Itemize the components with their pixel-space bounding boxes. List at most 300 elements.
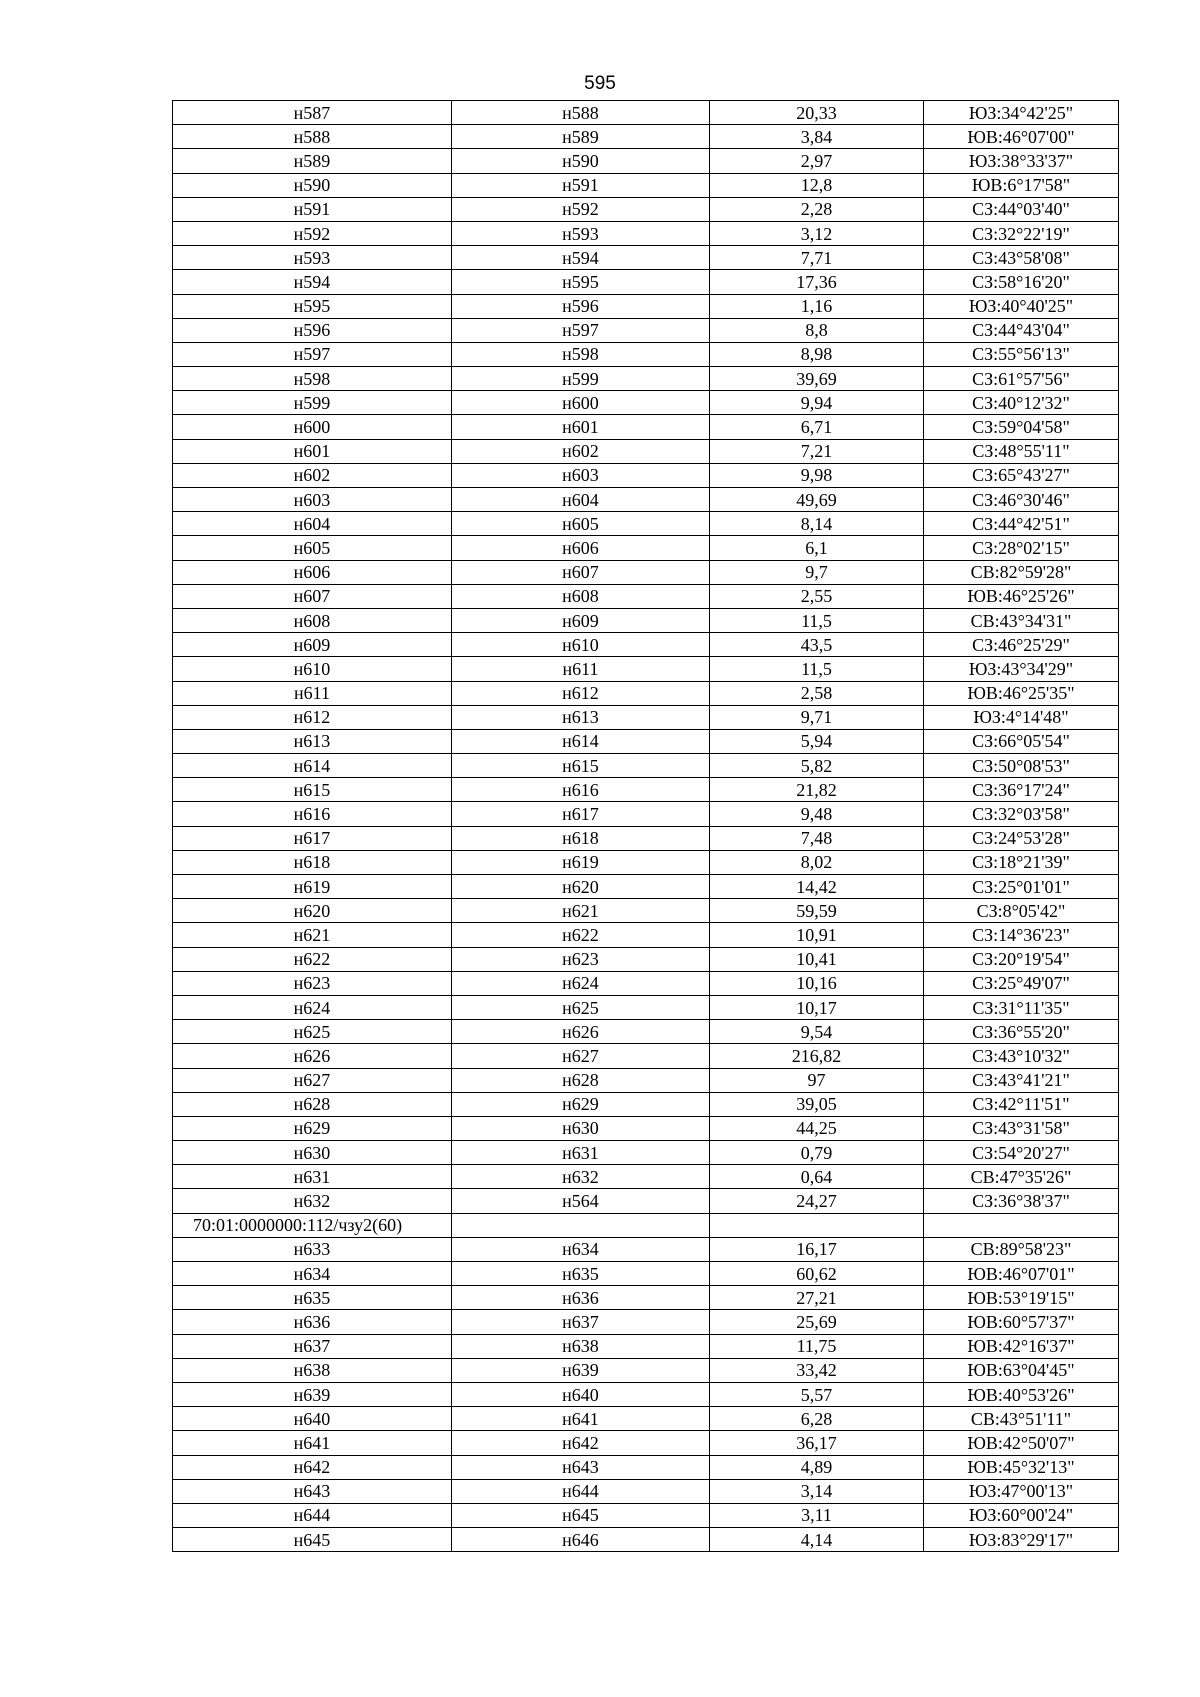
from-point-cell: н639	[173, 1382, 452, 1406]
table-row	[173, 875, 1119, 899]
to-point-cell: н637	[452, 1310, 710, 1334]
table-row	[173, 1528, 1119, 1552]
length-cell: 2,97	[710, 149, 924, 173]
bearing-cell: ЮВ:53°19'15"	[924, 1286, 1119, 1310]
table-row	[173, 1165, 1119, 1189]
table-row	[173, 512, 1119, 536]
to-point-cell: н628	[452, 1068, 710, 1092]
from-point-cell: н645	[173, 1528, 452, 1552]
bearing-cell: СЗ:65°43'27"	[924, 463, 1119, 487]
length-cell: 14,42	[710, 875, 924, 899]
from-point-cell: н617	[173, 826, 452, 850]
bearing-cell: ЮВ:46°25'35"	[924, 681, 1119, 705]
bearing-cell: СЗ:44°43'04"	[924, 318, 1119, 342]
table-row	[173, 173, 1119, 197]
to-point-cell: н625	[452, 995, 710, 1019]
bearing-cell: СВ:47°35'26"	[924, 1165, 1119, 1189]
table-row	[173, 705, 1119, 729]
table-row	[173, 367, 1119, 391]
to-point-cell: н604	[452, 488, 710, 512]
table-row	[173, 149, 1119, 173]
from-point-cell: н640	[173, 1407, 452, 1431]
length-cell: 8,98	[710, 342, 924, 366]
from-point-cell: н597	[173, 342, 452, 366]
to-point-cell: н620	[452, 875, 710, 899]
table-row	[173, 221, 1119, 245]
to-point-cell: н638	[452, 1334, 710, 1358]
from-point-cell: н607	[173, 584, 452, 608]
length-cell: 20,33	[710, 101, 924, 125]
from-point-cell: н601	[173, 439, 452, 463]
bearing-cell: ЮЗ:34°42'25"	[924, 101, 1119, 125]
to-point-cell: н602	[452, 439, 710, 463]
table-row	[173, 1092, 1119, 1116]
length-cell: 9,71	[710, 705, 924, 729]
table-row	[173, 681, 1119, 705]
to-point-cell: н601	[452, 415, 710, 439]
table-row	[173, 1334, 1119, 1358]
from-point-cell: н623	[173, 971, 452, 995]
from-point-cell: н606	[173, 560, 452, 584]
from-point-cell: н641	[173, 1431, 452, 1455]
length-cell: 16,17	[710, 1237, 924, 1261]
from-point-cell: н618	[173, 850, 452, 874]
to-point-cell: н618	[452, 826, 710, 850]
bearing-cell: СЗ:8°05'42"	[924, 899, 1119, 923]
from-point-cell: н587	[173, 101, 452, 125]
from-point-cell: н622	[173, 947, 452, 971]
table-row	[173, 294, 1119, 318]
bearing-cell: СЗ:44°03'40"	[924, 197, 1119, 221]
length-cell: 9,7	[710, 560, 924, 584]
bearing-cell: СВ:82°59'28"	[924, 560, 1119, 584]
table-row	[173, 1382, 1119, 1406]
to-point-cell: н611	[452, 657, 710, 681]
to-point-cell: н645	[452, 1503, 710, 1527]
table-row	[173, 584, 1119, 608]
from-point-cell: н630	[173, 1141, 452, 1165]
bearing-cell: ЮВ:46°07'00"	[924, 125, 1119, 149]
from-point-cell: н592	[173, 221, 452, 245]
length-cell: 10,91	[710, 923, 924, 947]
page-number: 595	[584, 73, 616, 94]
length-cell: 2,55	[710, 584, 924, 608]
to-point-cell: н600	[452, 391, 710, 415]
to-point-cell: н590	[452, 149, 710, 173]
bearing-cell: СЗ:50°08'53"	[924, 754, 1119, 778]
from-point-cell: н609	[173, 633, 452, 657]
length-cell: 25,69	[710, 1310, 924, 1334]
from-point-cell: н591	[173, 197, 452, 221]
bearing-cell: СЗ:25°49'07"	[924, 971, 1119, 995]
table-row	[173, 270, 1119, 294]
length-cell: 11,5	[710, 608, 924, 632]
to-point-cell: н595	[452, 270, 710, 294]
to-point-cell: н608	[452, 584, 710, 608]
table-row	[173, 754, 1119, 778]
from-point-cell: н613	[173, 729, 452, 753]
bearing-cell: СЗ:25°01'01"	[924, 875, 1119, 899]
table-row	[173, 947, 1119, 971]
bearing-cell: СЗ:32°03'58"	[924, 802, 1119, 826]
bearing-cell: ЮВ:60°57'37"	[924, 1310, 1119, 1334]
length-cell: 8,02	[710, 850, 924, 874]
to-point-cell: н622	[452, 923, 710, 947]
table-row	[173, 391, 1119, 415]
from-point-cell: н626	[173, 1044, 452, 1068]
to-point-cell: н591	[452, 173, 710, 197]
from-point-cell: н633	[173, 1237, 452, 1261]
table-row	[173, 1407, 1119, 1431]
to-point-cell: н588	[452, 101, 710, 125]
length-cell: 11,5	[710, 657, 924, 681]
to-point-cell: н593	[452, 221, 710, 245]
table-row	[173, 657, 1119, 681]
table-row	[173, 1262, 1119, 1286]
bearing-cell: ЮЗ:47°00'13"	[924, 1479, 1119, 1503]
to-point-cell: н598	[452, 342, 710, 366]
table-row	[173, 415, 1119, 439]
from-point-cell: н643	[173, 1479, 452, 1503]
table-body	[173, 101, 1119, 1552]
bearing-cell: СЗ:59°04'58"	[924, 415, 1119, 439]
length-cell: 33,42	[710, 1358, 924, 1382]
empty-cell	[452, 1213, 710, 1237]
from-point-cell: н644	[173, 1503, 452, 1527]
table-row	[173, 463, 1119, 487]
length-cell: 9,94	[710, 391, 924, 415]
length-cell: 2,58	[710, 681, 924, 705]
length-cell: 6,71	[710, 415, 924, 439]
length-cell: 11,75	[710, 1334, 924, 1358]
bearing-cell: СЗ:32°22'19"	[924, 221, 1119, 245]
table-row	[173, 488, 1119, 512]
table-row	[173, 197, 1119, 221]
empty-cell	[710, 1213, 924, 1237]
to-point-cell: н607	[452, 560, 710, 584]
to-point-cell: н627	[452, 1044, 710, 1068]
empty-cell	[924, 1213, 1119, 1237]
to-point-cell: н646	[452, 1528, 710, 1552]
to-point-cell: н619	[452, 850, 710, 874]
from-point-cell: н619	[173, 875, 452, 899]
table-row	[173, 923, 1119, 947]
to-point-cell: н616	[452, 778, 710, 802]
table-row	[173, 1237, 1119, 1261]
length-cell: 7,48	[710, 826, 924, 850]
bearing-cell: СЗ:43°58'08"	[924, 246, 1119, 270]
bearing-cell: ЮЗ:60°00'24"	[924, 1503, 1119, 1527]
from-point-cell: н599	[173, 391, 452, 415]
to-point-cell: н632	[452, 1165, 710, 1189]
to-point-cell: н603	[452, 463, 710, 487]
bearing-cell: СЗ:43°10'32"	[924, 1044, 1119, 1068]
from-point-cell: н598	[173, 367, 452, 391]
from-point-cell: н608	[173, 608, 452, 632]
table-row	[173, 318, 1119, 342]
from-point-cell: н610	[173, 657, 452, 681]
to-point-cell: н642	[452, 1431, 710, 1455]
to-point-cell: н605	[452, 512, 710, 536]
length-cell: 6,28	[710, 1407, 924, 1431]
length-cell: 12,8	[710, 173, 924, 197]
to-point-cell: н592	[452, 197, 710, 221]
from-point-cell: н629	[173, 1116, 452, 1140]
table-row	[173, 536, 1119, 560]
length-cell: 7,71	[710, 246, 924, 270]
from-point-cell: н590	[173, 173, 452, 197]
length-cell: 21,82	[710, 778, 924, 802]
bearing-cell: СЗ:14°36'23"	[924, 923, 1119, 947]
from-point-cell: н636	[173, 1310, 452, 1334]
length-cell: 43,5	[710, 633, 924, 657]
length-cell: 10,16	[710, 971, 924, 995]
bearing-cell: ЮВ:6°17'58"	[924, 173, 1119, 197]
length-cell: 5,57	[710, 1382, 924, 1406]
to-point-cell: н610	[452, 633, 710, 657]
bearing-cell: СЗ:42°11'51"	[924, 1092, 1119, 1116]
length-cell: 10,41	[710, 947, 924, 971]
length-cell: 3,84	[710, 125, 924, 149]
from-point-cell: н634	[173, 1262, 452, 1286]
bearing-cell: СЗ:36°38'37"	[924, 1189, 1119, 1213]
bearing-cell: ЮЗ:43°34'29"	[924, 657, 1119, 681]
to-point-cell: н617	[452, 802, 710, 826]
to-point-cell: н641	[452, 1407, 710, 1431]
length-cell: 2,28	[710, 197, 924, 221]
bearing-cell: СЗ:18°21'39"	[924, 850, 1119, 874]
length-cell: 4,14	[710, 1528, 924, 1552]
length-cell: 3,11	[710, 1503, 924, 1527]
to-point-cell: н597	[452, 318, 710, 342]
bearing-cell: ЮВ:42°16'37"	[924, 1334, 1119, 1358]
to-point-cell: н631	[452, 1141, 710, 1165]
from-point-cell: н638	[173, 1358, 452, 1382]
table-row	[173, 608, 1119, 632]
table-row	[173, 850, 1119, 874]
from-point-cell: н595	[173, 294, 452, 318]
from-point-cell: н635	[173, 1286, 452, 1310]
table-row	[173, 826, 1119, 850]
table-row	[173, 1189, 1119, 1213]
from-point-cell: н600	[173, 415, 452, 439]
from-point-cell: н589	[173, 149, 452, 173]
length-cell: 3,12	[710, 221, 924, 245]
to-point-cell: н643	[452, 1455, 710, 1479]
bearing-cell: СВ:43°51'11"	[924, 1407, 1119, 1431]
length-cell: 59,59	[710, 899, 924, 923]
to-point-cell: н609	[452, 608, 710, 632]
table-row	[173, 899, 1119, 923]
length-cell: 8,14	[710, 512, 924, 536]
from-point-cell: н611	[173, 681, 452, 705]
from-point-cell: н632	[173, 1189, 452, 1213]
bearing-cell: ЮВ:46°25'26"	[924, 584, 1119, 608]
bearing-cell: СЗ:61°57'56"	[924, 367, 1119, 391]
length-cell: 4,89	[710, 1455, 924, 1479]
from-point-cell: н621	[173, 923, 452, 947]
to-point-cell: н596	[452, 294, 710, 318]
table-row	[173, 1310, 1119, 1334]
table-row	[173, 633, 1119, 657]
to-point-cell: н599	[452, 367, 710, 391]
from-point-cell: н612	[173, 705, 452, 729]
table-row	[173, 995, 1119, 1019]
table-row	[173, 1455, 1119, 1479]
bearing-cell: ЮВ:46°07'01"	[924, 1262, 1119, 1286]
bearing-cell: ЮЗ:38°33'37"	[924, 149, 1119, 173]
table-row	[173, 125, 1119, 149]
bearing-cell: СЗ:36°17'24"	[924, 778, 1119, 802]
from-point-cell: н603	[173, 488, 452, 512]
length-cell: 7,21	[710, 439, 924, 463]
to-point-cell: н623	[452, 947, 710, 971]
length-cell: 0,79	[710, 1141, 924, 1165]
to-point-cell: н613	[452, 705, 710, 729]
table-row	[173, 729, 1119, 753]
to-point-cell: н621	[452, 899, 710, 923]
bearing-cell: СЗ:31°11'35"	[924, 995, 1119, 1019]
to-point-cell: н629	[452, 1092, 710, 1116]
from-point-cell: н602	[173, 463, 452, 487]
from-point-cell: н625	[173, 1020, 452, 1044]
from-point-cell: н614	[173, 754, 452, 778]
bearing-cell: СЗ:46°30'46"	[924, 488, 1119, 512]
from-point-cell: н615	[173, 778, 452, 802]
table-row	[173, 802, 1119, 826]
to-point-cell: н630	[452, 1116, 710, 1140]
to-point-cell: н634	[452, 1237, 710, 1261]
bearing-cell: СЗ:20°19'54"	[924, 947, 1119, 971]
from-point-cell: н631	[173, 1165, 452, 1189]
table-row	[173, 1286, 1119, 1310]
from-point-cell: н596	[173, 318, 452, 342]
length-cell: 9,54	[710, 1020, 924, 1044]
length-cell: 8,8	[710, 318, 924, 342]
bearing-cell: СЗ:58°16'20"	[924, 270, 1119, 294]
length-cell: 9,48	[710, 802, 924, 826]
from-point-cell: н624	[173, 995, 452, 1019]
table-row	[173, 1431, 1119, 1455]
from-point-cell: н604	[173, 512, 452, 536]
bearing-cell: ЮЗ:40°40'25"	[924, 294, 1119, 318]
bearing-cell: ЮВ:42°50'07"	[924, 1431, 1119, 1455]
length-cell: 0,64	[710, 1165, 924, 1189]
section-label-cell: 70:01:0000000:112/чзу2(60)	[173, 1213, 452, 1237]
to-point-cell: н612	[452, 681, 710, 705]
from-point-cell: н642	[173, 1455, 452, 1479]
from-point-cell: н637	[173, 1334, 452, 1358]
length-cell: 97	[710, 1068, 924, 1092]
table-row	[173, 1479, 1119, 1503]
bearing-cell: СЗ:55°56'13"	[924, 342, 1119, 366]
to-point-cell: н606	[452, 536, 710, 560]
bearing-cell: СЗ:44°42'51"	[924, 512, 1119, 536]
bearing-cell: СЗ:43°41'21"	[924, 1068, 1119, 1092]
bearing-cell: СЗ:46°25'29"	[924, 633, 1119, 657]
table-row	[173, 1068, 1119, 1092]
section-header-row	[173, 1213, 1119, 1237]
to-point-cell: н626	[452, 1020, 710, 1044]
to-point-cell: н614	[452, 729, 710, 753]
length-cell: 49,69	[710, 488, 924, 512]
to-point-cell: н639	[452, 1358, 710, 1382]
bearing-cell: СЗ:48°55'11"	[924, 439, 1119, 463]
length-cell: 17,36	[710, 270, 924, 294]
length-cell: 24,27	[710, 1189, 924, 1213]
bearing-cell: СЗ:40°12'32"	[924, 391, 1119, 415]
length-cell: 5,82	[710, 754, 924, 778]
from-point-cell: н593	[173, 246, 452, 270]
bearing-cell: СВ:43°34'31"	[924, 608, 1119, 632]
length-cell: 1,16	[710, 294, 924, 318]
from-point-cell: н628	[173, 1092, 452, 1116]
from-point-cell: н594	[173, 270, 452, 294]
to-point-cell: н594	[452, 246, 710, 270]
to-point-cell: н636	[452, 1286, 710, 1310]
to-point-cell: н589	[452, 125, 710, 149]
table-row	[173, 342, 1119, 366]
table-row	[173, 560, 1119, 584]
bearing-cell: ЮВ:63°04'45"	[924, 1358, 1119, 1382]
from-point-cell: н627	[173, 1068, 452, 1092]
length-cell: 39,69	[710, 367, 924, 391]
table-row	[173, 1358, 1119, 1382]
length-cell: 9,98	[710, 463, 924, 487]
length-cell: 5,94	[710, 729, 924, 753]
length-cell: 6,1	[710, 536, 924, 560]
bearing-cell: СЗ:24°53'28"	[924, 826, 1119, 850]
length-cell: 39,05	[710, 1092, 924, 1116]
table-row	[173, 778, 1119, 802]
table-row	[173, 246, 1119, 270]
table-row	[173, 1044, 1119, 1068]
length-cell: 36,17	[710, 1431, 924, 1455]
length-cell: 27,21	[710, 1286, 924, 1310]
bearing-cell: СЗ:54°20'27"	[924, 1141, 1119, 1165]
to-point-cell: н640	[452, 1382, 710, 1406]
table-row	[173, 1116, 1119, 1140]
to-point-cell: н564	[452, 1189, 710, 1213]
table-row	[173, 1020, 1119, 1044]
to-point-cell: н624	[452, 971, 710, 995]
bearing-cell: СЗ:36°55'20"	[924, 1020, 1119, 1044]
from-point-cell: н620	[173, 899, 452, 923]
bearing-cell: СВ:89°58'23"	[924, 1237, 1119, 1261]
table-row	[173, 971, 1119, 995]
table-row	[173, 439, 1119, 463]
length-cell: 10,17	[710, 995, 924, 1019]
length-cell: 3,14	[710, 1479, 924, 1503]
from-point-cell: н616	[173, 802, 452, 826]
bearing-cell: ЮЗ:83°29'17"	[924, 1528, 1119, 1552]
from-point-cell: н605	[173, 536, 452, 560]
from-point-cell: н588	[173, 125, 452, 149]
table-row	[173, 101, 1119, 125]
table-row	[173, 1503, 1119, 1527]
bearing-cell: СЗ:43°31'58"	[924, 1116, 1119, 1140]
bearing-cell: ЮВ:45°32'13"	[924, 1455, 1119, 1479]
bearing-cell: ЮВ:40°53'26"	[924, 1382, 1119, 1406]
to-point-cell: н635	[452, 1262, 710, 1286]
bearing-cell: ЮЗ:4°14'48"	[924, 705, 1119, 729]
length-cell: 44,25	[710, 1116, 924, 1140]
to-point-cell: н615	[452, 754, 710, 778]
bearing-cell: СЗ:66°05'54"	[924, 729, 1119, 753]
boundary-table	[172, 100, 1119, 1552]
to-point-cell: н644	[452, 1479, 710, 1503]
length-cell: 216,82	[710, 1044, 924, 1068]
